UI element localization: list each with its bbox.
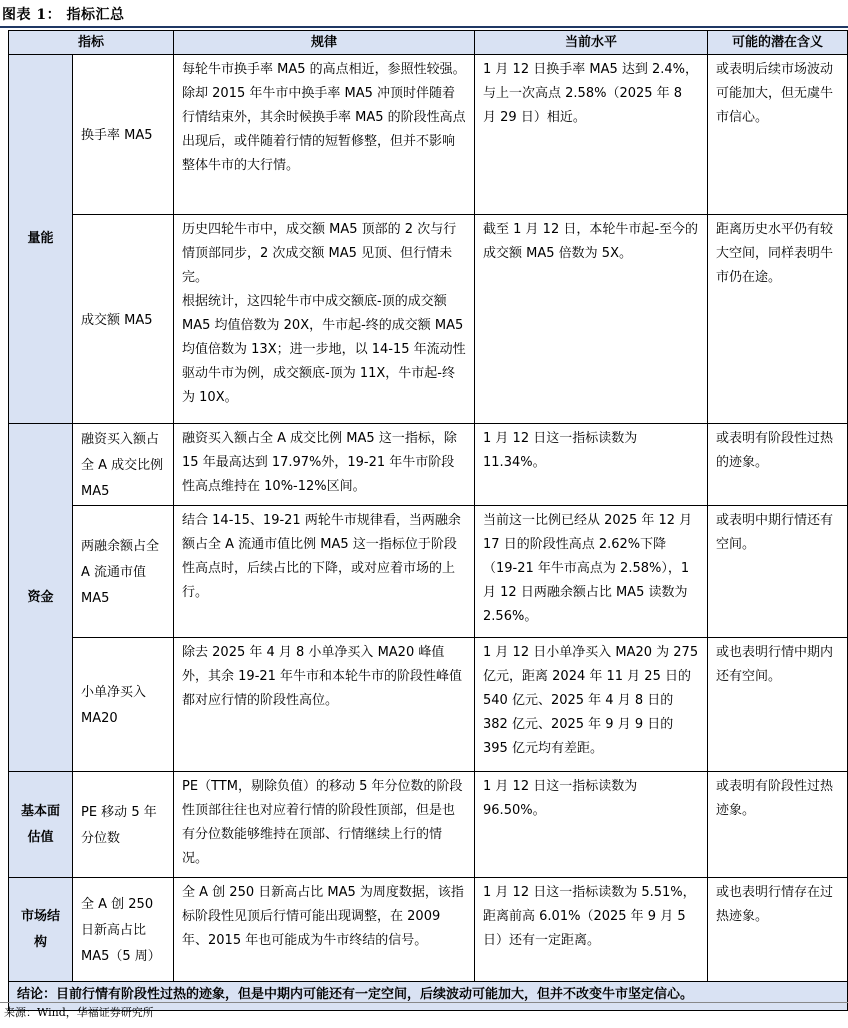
table-row <box>9 424 848 506</box>
meaning-cell: 或也表明行情存在过热迹象。 <box>708 878 848 982</box>
group-structure: 市场结构 <box>9 878 73 982</box>
conclusion-text: 结论：目前行情有阶段性过热的迹象，但是中期内可能还有一定空间，后续波动可能加大，但并不改变牛市坚定信心。 <box>9 982 848 1011</box>
current-level-cell: 当前这一比例已经从 2025 年 12 月 17 日的阶段性高点 2.62%下降（19-21 年牛市高点为 2.58%），1 月 12 日两融余额占比 MA5 读数为 2.56%。 <box>475 506 708 638</box>
rule-paragraph: 根据统计，这四轮牛市中成交额底-顶的成交额 MA5 均值倍数为 20X，牛市起-终的成交额 MA5 均值倍数为 13X；进一步地，以 14-15 年流动性驱动牛市为例，成交额底-顶为 11X，牛市起-终为 10X。 <box>182 294 466 405</box>
rule-cell: 全 A 创 250 日新高占比 MA5 为周度数据，该指标阶段性见顶后行情可能出现调整，在 2009 年、2015 年也可能成为牛市终结的信号。 <box>174 878 475 982</box>
group-volume: 量能 <box>9 55 73 424</box>
table-row <box>9 878 848 982</box>
rule-cell <box>174 215 475 424</box>
current-level-cell: 1 月 12 日这一指标读数为 5.51%，距离前高 6.01%（2025 年 9 月 5 日）还有一定距离。 <box>475 878 708 982</box>
meaning-cell: 距离历史水平仍有较大空间，同样表明牛市仍在途。 <box>708 215 848 424</box>
meaning-cell: 或表明中期行情还有空间。 <box>708 506 848 638</box>
meaning-cell: 或表明有阶段性过热迹象。 <box>708 772 848 878</box>
current-level-cell: 1 月 12 日换手率 MA5 达到 2.4%，与上一次高点 2.58%（2025 年 8 月 29 日）相近。 <box>475 55 708 215</box>
table-row <box>9 638 848 772</box>
rule-cell: 每轮牛市换手率 MA5 的高点相近，参照性较强。除却 2015 年牛市中换手率 MA5 冲顶时伴随着行情结束外，其余时候换手率 MA5 的阶段性高点出现后，或伴随着行情的短暂修整，但并不影响整体牛市的大行情。 <box>174 55 475 215</box>
rule-cell: 融资买入额占全 A 成交比例 MA5 这一指标，除 15 年最高达到 17.97%外，19-21 年牛市阶段性高点维持在 10%-12%区间。 <box>174 424 475 506</box>
table-row <box>9 55 848 215</box>
rule-cell: 结合 14-15、19-21 两轮牛市规律看，当两融余额占全 A 流通市值比例 MA5 这一指标位于阶段性高点时，后续占比的下降，或对应着市场的上行。 <box>174 506 475 638</box>
current-level-cell: 截至 1 月 12 日，本轮牛市起-至今的成交额 MA5 倍数为 5X。 <box>475 215 708 424</box>
table-row <box>9 772 848 878</box>
current-level-cell: 1 月 12 日这一指标读数为 11.34%。 <box>475 424 708 506</box>
header-meaning: 可能的潜在含义 <box>708 31 848 55</box>
indicator-name: PE 移动 5 年分位数 <box>73 772 174 878</box>
indicator-name: 换手率 MA5 <box>73 55 174 215</box>
figure-title: 图表 1： 指标汇总 <box>2 7 125 23</box>
meaning-cell: 或表明有阶段性过热的迹象。 <box>708 424 848 506</box>
group-funds: 资金 <box>9 424 73 772</box>
group-valuation: 基本面估值 <box>9 772 73 878</box>
meaning-cell: 或表明后续市场波动可能加大，但无虞牛市信心。 <box>708 55 848 215</box>
rule-cell: 除去 2025 年 4 月 8 小单净买入 MA20 峰值外，其余 19-21 年牛市和本轮牛市的阶段性峰值都对应行情的阶段性高位。 <box>174 638 475 772</box>
table-row <box>9 215 848 424</box>
indicator-summary-table <box>8 30 848 1011</box>
source-note: 来源：Wind，华福证券研究所 <box>4 1006 154 1019</box>
meaning-cell: 或也表明行情中期内还有空间。 <box>708 638 848 772</box>
indicator-name: 全 A 创 250 日新高占比 MA5（5 周） <box>73 878 174 982</box>
table-row <box>9 506 848 638</box>
indicator-name: 两融余额占全 A 流通市值 MA5 <box>73 506 174 638</box>
rule-paragraph: 历史四轮牛市中，成交额 MA5 顶部的 2 次与行情顶部同步，2 次成交额 MA5 见顶、但行情未完。 <box>182 222 457 285</box>
indicator-name: 成交额 MA5 <box>73 215 174 424</box>
table-header-row <box>9 31 848 55</box>
indicator-name: 融资买入额占全 A 成交比例 MA5 <box>73 424 174 506</box>
header-indicator: 指标 <box>9 31 174 55</box>
header-rule: 规律 <box>174 31 475 55</box>
source-divider <box>0 1002 848 1003</box>
title-divider <box>0 26 848 28</box>
current-level-cell: 1 月 12 日这一指标读数为 96.50%。 <box>475 772 708 878</box>
current-level-cell: 1 月 12 日小单净买入 MA20 为 275 亿元，距离 2024 年 11 月 25 日的 540 亿元、2025 年 4 月 8 日的 382 亿元、2025 年 9 月 9 日的 395 亿元均有差距。 <box>475 638 708 772</box>
rule-cell: PE（TTM，剔除负值）的移动 5 年分位数的阶段性顶部往往也对应着行情的阶段性顶部，但是也有分位数能够维持在顶部、行情继续上行的情况。 <box>174 772 475 878</box>
header-current-level: 当前水平 <box>475 31 708 55</box>
indicator-name: 小单净买入 MA20 <box>73 638 174 772</box>
